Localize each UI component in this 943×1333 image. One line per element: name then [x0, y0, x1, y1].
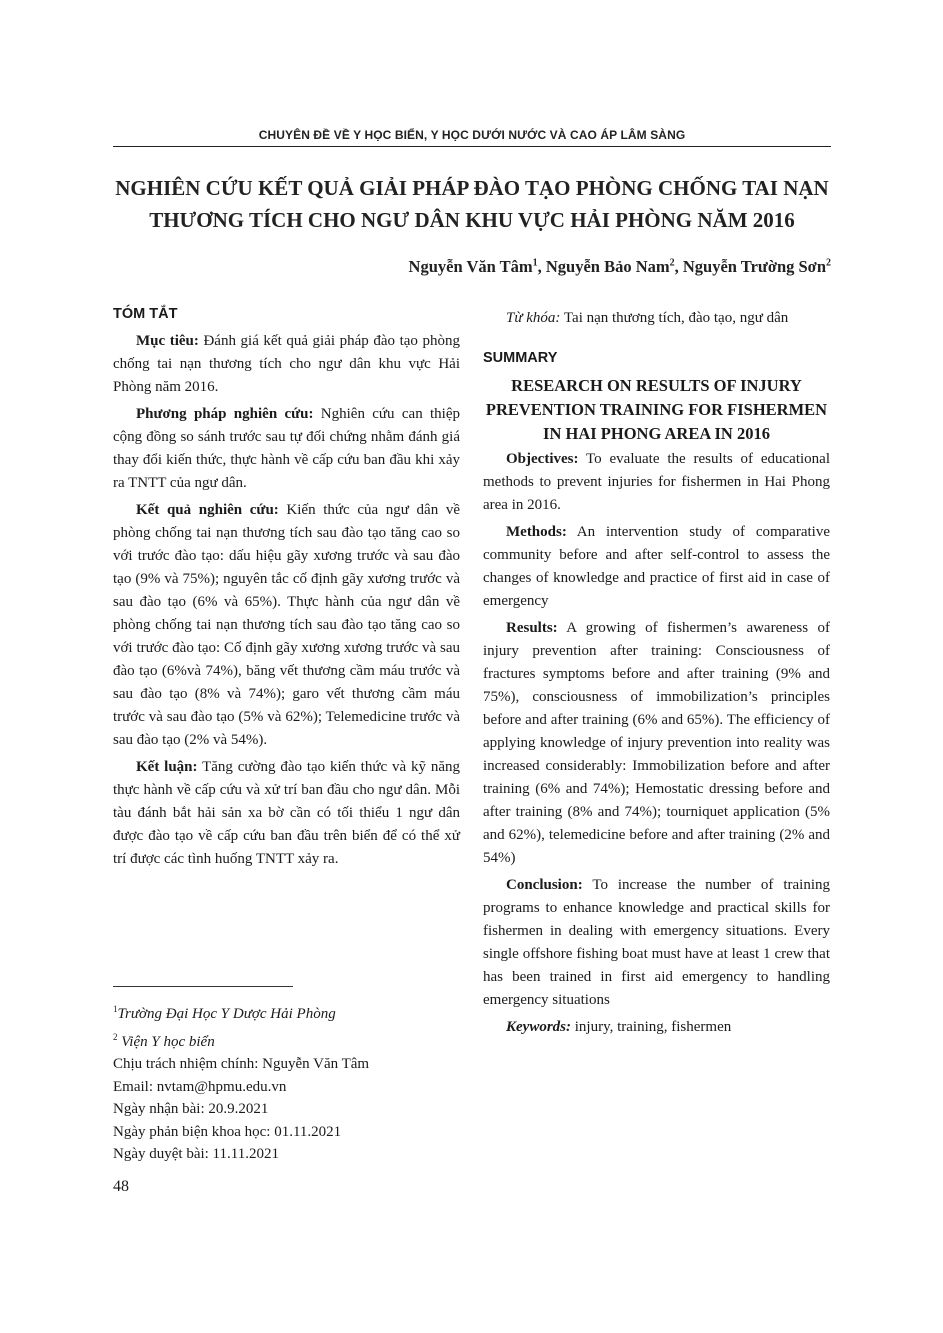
title-line-1: NGHIÊN CỨU KẾT QUẢ GIẢI PHÁP ĐÀO TẠO PHÒNG CHỐNG TAI NẠN — [115, 176, 829, 200]
vn-keywords: Từ khóa: Tai nạn thương tích, đào tạo, ngư dân — [506, 310, 789, 326]
article-title — [113, 172, 831, 236]
title-line-2: THƯƠNG TÍCH CHO NGƯ DÂN KHU VỰC HẢI PHÒNG NĂM 2016 — [149, 208, 795, 232]
vn-abstract-heading: TÓM TẮT — [113, 306, 178, 322]
email: Email: nvtam@hpmu.edu.vn — [113, 1078, 287, 1095]
vn-objective: Mục tiêu: Đánh giá kết quả giải pháp đào tạo phòng chống tai nạn thương tích cho ngư dân khu vực Hải Phòng năm 2016. — [113, 333, 460, 395]
vn-abstract-column — [113, 304, 460, 875]
en-article-title: RESEARCH ON RESULTS OF INJURY PREVENTION TRAINING FOR FISHERMEN IN HAI PHONG AREA IN 2016 — [485, 376, 828, 443]
affiliation-1: $^1$Trường Đại Học Y Dược Hải Phòng — [113, 1004, 336, 1022]
en-keywords: Keywords: injury, training, fishermen — [506, 1019, 732, 1035]
en-abstract-heading: SUMMARY — [483, 350, 558, 366]
author-3-affiliation: 2 — [826, 257, 831, 269]
en-method: Methods: An intervention study of comparative community before and after self-control to assess the changes of knowledge and practice of first aid in case of emergency — [483, 524, 830, 609]
corresponding-author: Chịu trách nhiệm chính: Nguyễn Văn Tâm — [113, 1056, 370, 1072]
page-number: 48 — [113, 1178, 129, 1195]
vn-method: Phương pháp nghiên cứu: Nghiên cứu can thiệp cộng đồng so sánh trước sau tự đối chứng nhằm đánh giá thay đổi kiến thức, thực hành về cấp cứu ban đầu khi xảy ra TNTT của ngư dân. — [113, 406, 460, 491]
header-rule — [113, 146, 831, 147]
en-abstract-column — [483, 307, 830, 1039]
affiliation-2: $^2$ Viện Y học biển — [113, 1031, 215, 1050]
author-list: Nguyễn Văn Tâm$^1$, Nguyễn Bảo Nam$^2$, Nguyễn Trường Sơn$^2$ — [408, 257, 831, 276]
author-1-affiliation: 1 — [532, 257, 538, 269]
en-objective: Objectives: To evaluate the results of educational methods to prevent injuries for fishermen in Hai Phong area in 2016. — [483, 451, 830, 513]
review-date: Ngày phản biện khoa học: 01.11.2021 — [113, 1123, 342, 1140]
en-result: Results: A growing of fishermen’s awareness of injury prevention after training: Consciousness of fractures symptoms before and after training (9% and 75%), consciousness of immobilization’s principles before and after training (6% and 65%). The efficiency of applying knowledge of injury prevention into reality was increased considerably: Immobilization before and after training (6% and 74%); Hemostatic dressing before and after training (8% and 74%); tourniquet application (5% and 62%), telemedicine before and after training (2% and 54%) — [483, 620, 830, 866]
accepted-date: Ngày duyệt bài: 11.11.2021 — [113, 1146, 279, 1162]
journal-header: CHUYÊN ĐỀ VỀ Y HỌC BIỂN, Y HỌC DƯỚI NƯỚC VÀ CAO ÁP LÂM SÀNG — [258, 128, 686, 142]
vn-conclusion: Kết luận: Tăng cường đào tạo kiến thức và kỹ năng thực hành về cấp cứu và xử trí ban đầu cho ngư dân. Mỗi tàu đánh bắt hải sản xa bờ cần có tối thiểu 1 ngư dân được đào tạo về cấp cứu ban đầu trên biển để có thể xử trí được các tình huống TNTT xảy ra. — [113, 759, 460, 867]
footnote-rule — [113, 986, 293, 987]
author-3: Nguyễn Trường Sơn — [682, 257, 826, 276]
footnotes — [113, 998, 473, 1166]
en-conclusion: Conclusion: To increase the number of training programs to enhance knowledge and practical skills for fishermen in dealing with emergency situations. Every single offshore fishing boat must have at least 1 crew that has been trained in first aid emergency to handling emergency situations — [483, 877, 830, 1008]
author-1: Nguyễn Văn Tâm — [408, 257, 533, 276]
vn-result: Kết quả nghiên cứu: Kiến thức của ngư dân về phòng chống tai nạn thương tích sau đào tạo tăng cao so với trước đào tạo: dấu hiệu gãy xương trước và sau đào tạo (9% và 75%); nguyên tắc cố định gãy xương trước và sau đào tạo (6% và 65%). Thực hành của ngư dân về phòng chống tai nạn thương tích sau đào tạo tăng cao so với trước đào tạo: Cố định gãy xương xương trước và sau đào tạo (6%và 74%), băng vết thương cầm máu trước và sau đào tạo (8% và 74%); garo vết thương cầm máu trước và sau đào tạo (5% và 62%); Telemedicine trước và sau đào tạo (2% và 54%). — [113, 502, 460, 748]
author-2: Nguyễn Bảo Nam — [545, 257, 670, 276]
author-2-affiliation: 2 — [669, 257, 675, 269]
received-date: Ngày nhận bài: 20.9.2021 — [113, 1101, 269, 1117]
